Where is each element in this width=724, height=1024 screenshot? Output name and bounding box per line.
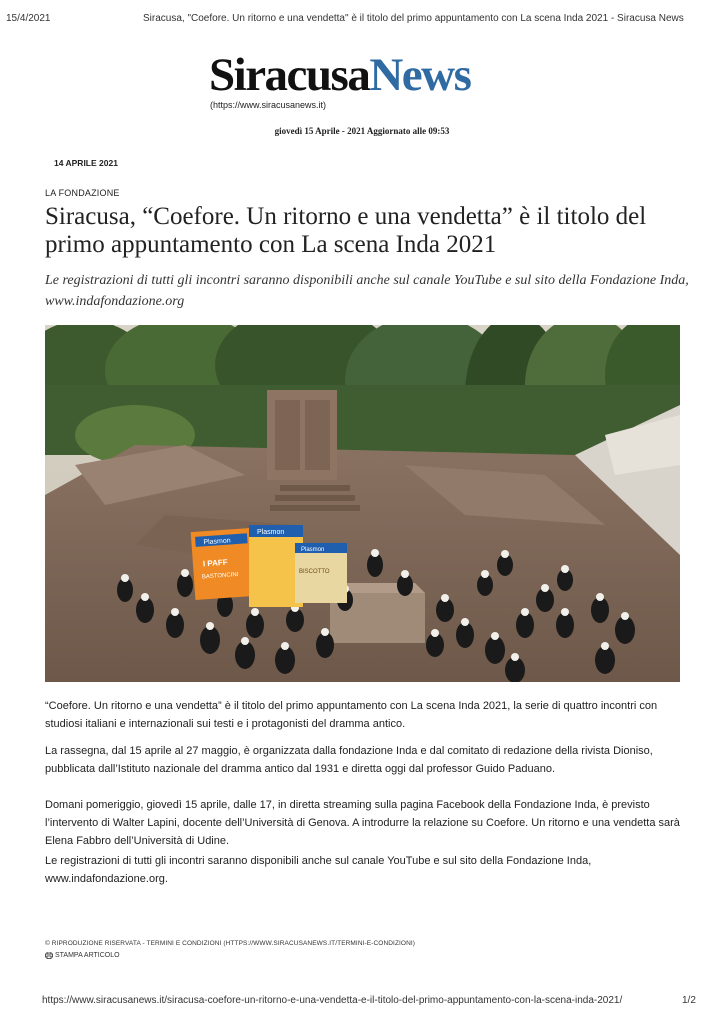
site-logo[interactable] <box>209 50 470 100</box>
article-category[interactable]: LA FONDAZIONE <box>45 188 120 198</box>
print-article-button[interactable] <box>45 952 120 959</box>
ad-product-label-3: BISCOTTO <box>299 569 330 575</box>
last-updated: giovedì 15 Aprile - 2021 Aggiornato alle 09:53 <box>274 126 450 136</box>
ad-brand-label-2: Plasmon <box>257 529 285 536</box>
ad-brand-label-3: Plasmon <box>301 547 325 553</box>
article-date: 14 APRILE 2021 <box>54 158 118 168</box>
printer-icon <box>45 952 53 959</box>
article-paragraph: Domani pomeriggio, giovedì 15 aprile, dalle 17, in diretta streaming sulla pagina Facebook della Fondazione Inda, è previsto l’intervento di Walter Lapini, docente dell’Università di Genova. A introdurre la relazione su Coefore. Un ritorno e una vendetta sarà Elena Fabbro dell’Università di Udine. <box>45 799 680 847</box>
print-article-label: STAMPA ARTICOLO <box>55 952 120 959</box>
article-paragraph: Le registrazioni di tutti gli incontri saranno disponibili anche sul canale YouTube e sul sito della Fondazione Inda, www.indafondazione.org. <box>45 855 592 885</box>
print-header-date: 15/4/2021 <box>6 13 51 24</box>
ad-product-label-1: I PAFF <box>202 557 228 569</box>
article-subtitle: Le registrazioni di tutti gli incontri saranno disponibili anche sul canale YouTube e sul sito della Fondazione Inda, www.indafondazione.org <box>45 273 689 309</box>
ad-brand-label-1: Plasmon <box>203 537 231 547</box>
article-paragraph: La rassegna, dal 15 aprile al 27 maggio, è organizzata dalla fondazione Inda e dal comitato di redazione della rivista Dioniso, pubblicata dall’Istituto nazionale del dramma antico dal 1931 e diretta oggi dal professor Guido Paduano. <box>45 745 653 775</box>
print-footer-page: 1/2 <box>682 995 696 1006</box>
print-footer-url: https://www.siracusanews.it/siracusa-coefore-un-ritorno-e-una-vendetta-e-il-titolo-del-primo-appuntamento-con-la-scena-inda-2021/ <box>42 995 623 1006</box>
logo-text-news: News <box>369 49 471 101</box>
print-header-title: Siracusa, "Coefore. Un ritorno e una vendetta" è il titolo del primo appuntamento con La scena Inda 2021 - Siracusa News <box>143 13 684 24</box>
article-headline: Siracusa, “Coefore. Un ritorno e una vendetta” è il titolo del primo appuntamento con La scena Inda 2021 <box>45 203 647 258</box>
site-url-link[interactable]: (https://www.siracusanews.it) <box>210 100 327 110</box>
article-photo <box>45 325 680 682</box>
article-paragraph: “Coefore. Un ritorno e una vendetta” è il titolo del primo appuntamento con La scena Inda 2021, la serie di quattro incontri con studiosi italiani e internazionali sui testi e i protagonisti del dramma antico. <box>45 700 658 730</box>
ad-product-label-2: BASTONCINI <box>201 571 239 581</box>
logo-text-siracusa: Siracusa <box>209 49 370 101</box>
copyright-terms-link[interactable]: © RIPRODUZIONE RISERVATA - TERMINI E CONDIZIONI (HTTPS://WWW.SIRACUSANEWS.IT/TERMINI-E-CONDIZIONI) <box>45 940 416 947</box>
